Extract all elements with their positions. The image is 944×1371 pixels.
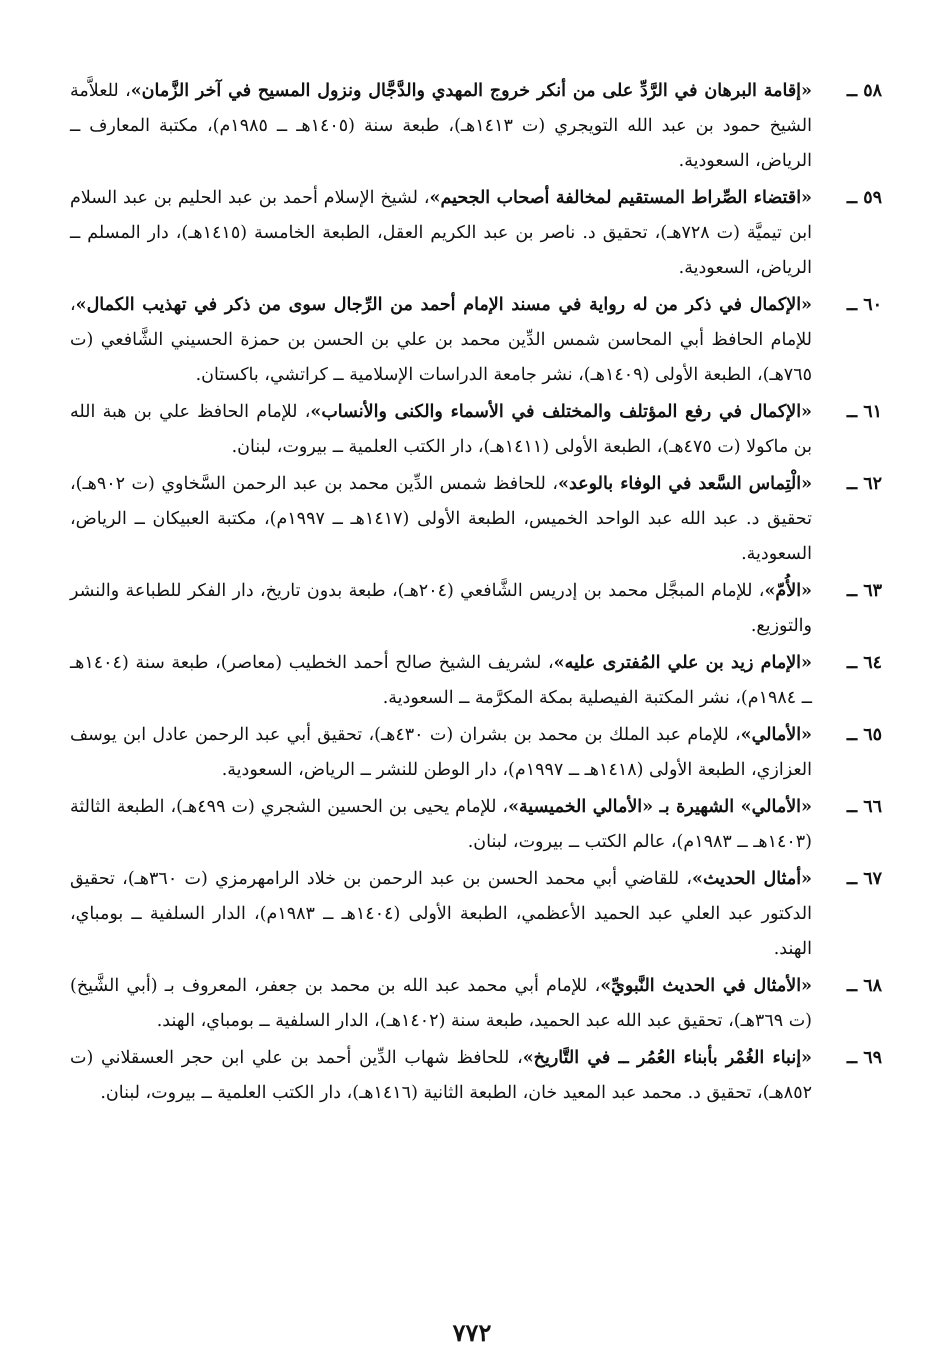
entry-number: ٦٣ ــ [846,581,882,601]
entry-number: ٥٩ ــ [846,188,882,208]
entry-number: ٦١ ــ [846,402,882,422]
entry-details: ، للحافظ شهاب الدِّين أحمد بن علي ابن حجر العسقلاني (ت ٨٥٢هـ)، تحقيق د. محمد عبد المعيد خان، الطبعة الثانية (١٤١٦هـ)، دار الكتب العلمية ــ بيروت، لبنان. [70,1048,812,1103]
entry-details: ، للإمام الحافظ أبي المحاسن شمس الدِّين محمد بن علي بن الحسن بن حمزة الحسيني الشَّافعي (ت ٧٦٥هـ)، الطبعة الأولى (١٤٠٩هـ)، نشر جامعة الدراسات الإسلامية ــ كراتشي، باكستان. [70,295,812,385]
entry-title: «الأمالي» [740,725,812,745]
entry-number: ٦٤ ــ [846,653,882,673]
entry-title: «إقامة البرهان في الرَّدِّ على من أنكر خروج المهدي والدَّجَّال ونزول المسيح في آخر الزَّمان» [130,81,812,101]
entry-title: «الأُمّ» [764,581,812,601]
entry-title: «الأمالي» الشهيرة بـ «الأمالي الخميسية» [508,797,812,817]
entry-title: «الإكمال في ذكر من له رواية في مسند الإمام أحمد من الرِّجال سوى من ذكر في تهذيب الكمال» [75,295,812,315]
entry-number: ٦٠ ــ [846,295,882,315]
entry-title: «إنباء الغُمْر بأبناء العُمُر ــ في التَّاريخ» [522,1048,812,1068]
bibliography-entry [70,181,882,286]
entry-details: ، للإمام يحيى بن الحسين الشجري (ت ٤٩٩هـ)، الطبعة الثالثة (١٤٠٣هـ ــ ١٩٨٣م)، عالم الكتب ــ بيروت، لبنان. [70,797,812,852]
entry-details: ، للحافظ شمس الدِّين محمد بن عبد الرحمن السَّخاوي (ت ٩٠٢هـ)، تحقيق د. عبد الله عبد الواحد الخميس، الطبعة الأولى (١٤١٧هـ ــ ١٩٩٧م)، مكتبة العبيكان ــ الرياض، السعودية. [70,474,812,564]
bibliography-entry [70,790,882,860]
bibliography-entry [70,467,882,572]
entry-number: ٦٩ ــ [846,1048,882,1068]
bibliography-entry [70,646,882,716]
entry-details: ، للإمام المبجَّل محمد بن إدريس الشَّافعي (٢٠٤هـ)، طبعة بدون تاريخ، دار الفكر للطباعة والنشر والتوزيع. [70,581,812,636]
entry-details: ، للإمام عبد الملك بن محمد بن بشران (ت ٤٣٠هـ)، تحقيق أبي عبد الرحمن عادل ابن يوسف العزازي، الطبعة الأولى (١٤١٨هـ ــ ١٩٩٧م)، دار الوطن للنشر ــ الرياض، السعودية. [70,725,812,780]
entry-number: ٦٧ ــ [846,869,882,889]
entry-details: ، لشيخ الإسلام أحمد بن عبد الحليم بن عبد السلام ابن تيميَّة (ت ٧٢٨هـ)، تحقيق د. ناصر بن عبد الكريم العقل، الطبعة الخامسة (١٤١٥هـ)، دار المسلم ــ الرياض، السعودية. [70,188,812,278]
entry-details: ، للعلاَّمة الشيخ حمود بن عبد الله التويجري (ت ١٤١٣هـ)، طبعة سنة (١٤٠٥هـ ــ ١٩٨٥م)، مكتبة المعارف ــ الرياض، السعودية. [70,81,812,171]
entry-number: ٥٨ ــ [846,81,882,101]
entry-details: ، للإمام أبي محمد عبد الله بن محمد بن جعفر، المعروف بـ (أبي الشَّيخ) (ت ٣٦٩هـ)، تحقيق عبد الله عبد الحميد، طبعة سنة (١٤٠٢هـ)، الدار السلفية ــ بومباي، الهند. [70,976,812,1031]
bibliography-entry [70,395,882,465]
entry-title: «الإمام زيد بن علي المُفترى عليه» [553,653,812,673]
entry-number: ٦٢ ــ [846,474,882,494]
page-number: ٧٧٢ [452,1318,492,1347]
bibliography-entry [70,288,882,393]
entry-title: «الأمثال في الحديث النَّبويِّ» [600,976,812,996]
entry-number: ٦٦ ــ [846,797,882,817]
entry-details: ، للقاضي أبي محمد الحسن بن عبد الرحمن بن خلاد الرامهرمزي (ت ٣٦٠هـ)، تحقيق الدكتور عبد العلي عبد الحميد الأعظمي، الطبعة الأولى (١٤٠٤هـ ــ ١٩٨٣م)، الدار السلفية ــ بومباي، الهند. [70,869,812,959]
entry-title: «الإكمال في رفع المؤتلف والمختلف في الأسماء والكنى والأنساب» [310,402,812,422]
bibliography-entry [70,574,882,644]
entry-number: ٦٨ ــ [846,976,882,996]
entry-details: ، للإمام الحافظ علي بن هبة الله بن ماكولا (ت ٤٧٥هـ)، الطبعة الأولى (١٤١١هـ)، دار الكتب العلمية ــ بيروت، لبنان. [70,402,812,457]
bibliography-entry [70,969,882,1039]
bibliography-entry [70,718,882,788]
entry-title: «الْتِماس السَّعد في الوفاء بالوعد» [558,474,813,494]
bibliography-entry [70,1041,882,1111]
entry-details: ، لشريف الشيخ صالح أحمد الخطيب (معاصر)، طبعة سنة (١٤٠٤هـ ــ ١٩٨٤م)، نشر المكتبة الفيصلية بمكة المكرَّمة ــ السعودية. [70,653,812,708]
bibliography-entry [70,862,882,967]
bibliography-entry [70,74,882,179]
entry-title: «اقتضاء الصِّراط المستقيم لمخالفة أصحاب الجحيم» [429,188,812,208]
entry-number: ٦٥ ــ [846,725,882,745]
bibliography-list [70,74,882,1113]
entry-title: «أمثال الحديث» [692,869,812,889]
